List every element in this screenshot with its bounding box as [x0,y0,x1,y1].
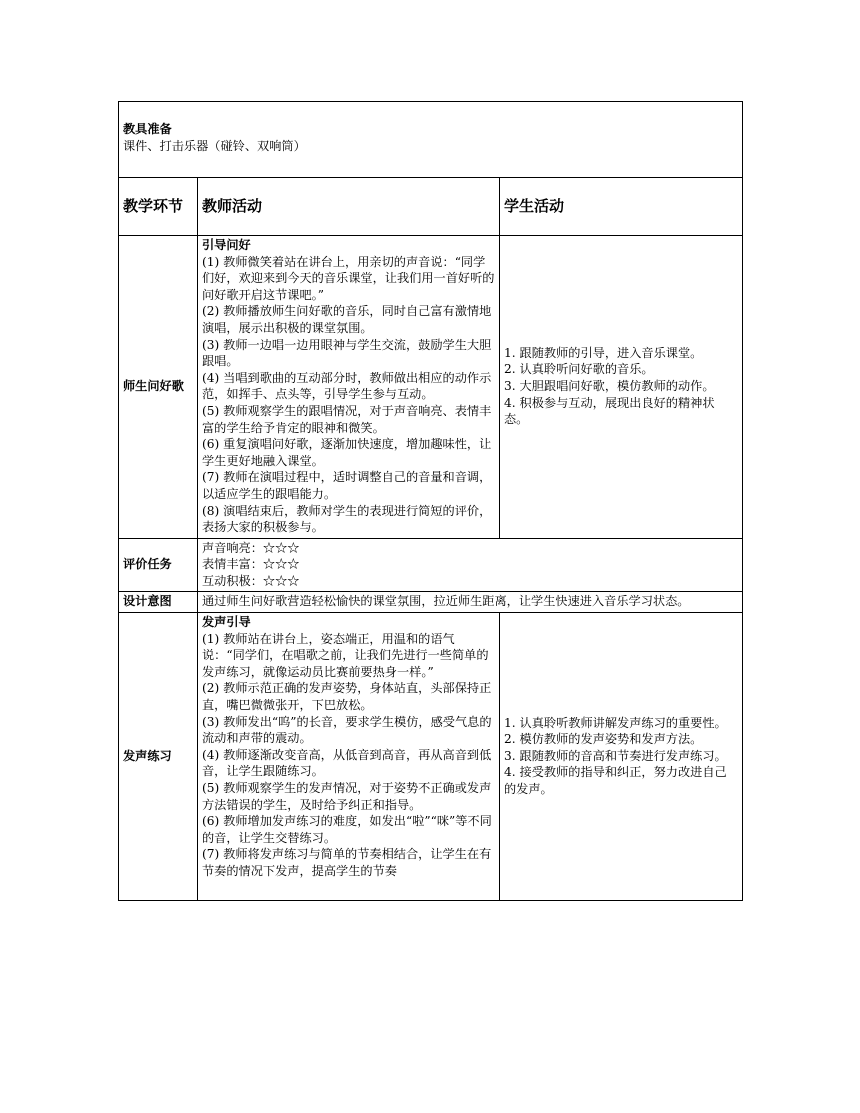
design-content: 通过师生问好歌营造轻松愉快的课堂氛围，拉近师生距离，让学生快速进入音乐学习状态。 [202,594,690,609]
section1-teacher-item: (5) 教师观察学生的跟唱情况，对于声音响亮、表情丰富的学生给予肯定的眼神和微笑。 [202,403,492,435]
prep-row [119,102,743,178]
section2-student-item: 1. 认真聆听教师讲解发声练习的重要性。 [504,715,727,730]
design-label: 设计意图 [119,592,198,613]
section2-teacher-title: 发声引导 [202,615,251,630]
header-col-teacher: 教师活动 [198,178,500,236]
evaluation-row [119,538,743,592]
section2-teacher-item: (3) 教师发出“呜”的长音，要求学生模仿，感受气息的流动和声带的震动。 [202,714,492,746]
section1-teacher-item: (6) 重复演唱问好歌，逐渐加快速度，增加趣味性，让学生更好地融入课堂。 [202,437,492,468]
section2-student-item: 3. 跟随教师的音高和节奏进行发声练习。 [504,748,727,763]
evaluation-cell [198,538,743,592]
section2-teacher-item: (4) 教师逐渐改变音高，从低音到高音，再从高音到低音，让学生跟随练习。 [202,747,492,779]
section1-student-item: 1. 跟随教师的引导，进入音乐课堂。 [504,345,703,360]
prep-cell [119,102,743,178]
header-col-student: 学生活动 [500,178,743,236]
section1-student-item: 2. 认真聆听问好歌的音乐。 [504,362,654,377]
header-row [119,178,743,236]
evaluation-item: 声音响亮：☆☆☆ [202,540,300,555]
design-cell [198,592,743,613]
section2-teacher-item: (6) 教师增加发声练习的难度，如发出“啦”“咪”等不同的音，让学生交替练习。 [202,814,492,845]
section1-teacher-item: (2) 教师播放师生问好歌的音乐，同时自己富有激情地演唱，展示出积极的课堂氛围。 [202,304,492,335]
section1-student-cell [500,236,743,539]
header-col-stage: 教学环节 [119,178,198,236]
evaluation-item: 互动积极：☆☆☆ [202,573,300,588]
section2-teacher-cell [198,613,500,901]
section2-student-item: 2. 模仿教师的发声姿势和发声方法。 [504,732,703,747]
section2-teacher-item: (7) 教师将发声练习与简单的节奏相结合，让学生在有节奏的情况下发声，提高学生的节奏 [202,847,492,878]
section2-teacher-item: (2) 教师示范正确的发声姿势，身体站直，头部保持正直，嘴巴微微张开，下巴放松。 [202,681,492,713]
section1-teacher-item: (3) 教师一边唱一边用眼神与学生交流，鼓励学生大胆跟唱。 [202,337,492,369]
section1-teacher-cell [198,236,500,539]
prep-title: 教具准备 [123,122,172,136]
section1-teacher-item: (4) 当唱到歌曲的互动部分时，教师做出相应的动作示范，如挥手、点头等，引导学生参与互动。 [202,370,492,402]
section1-row [119,236,743,539]
section1-student-item: 4. 积极参与互动，展现出良好的精神状态。 [504,395,715,427]
evaluation-label: 评价任务 [119,538,198,592]
section2-label: 发声练习 [119,613,198,901]
section1-teacher-item: (8) 演唱结束后，教师对学生的表现进行简短的评价，表扬大家的积极参与。 [202,503,492,535]
evaluation-item: 表情丰富：☆☆☆ [202,557,300,572]
section2-teacher-item: (5) 教师观察学生的发声情况，对于姿势不正确或发声方法错误的学生，及时给予纠正和指导。 [202,781,492,812]
section2-student-cell [500,613,743,901]
lesson-plan-page [118,101,742,901]
section1-teacher-title: 引导问好 [202,238,251,252]
section2-row [119,613,743,901]
section1-student-item: 3. 大胆跟唱问好歌，模仿教师的动作。 [504,379,715,394]
lesson-plan-table [118,101,743,901]
section2-teacher-item: (1) 教师站在讲台上，姿态端正，用温和的语气说：“同学们，在唱歌之前，让我们先进行一些简单的发声练习，就像运动员比赛前要热身一样。” [202,631,489,679]
section1-teacher-item: (1) 教师微笑着站在讲台上，用亲切的声音说：“同学们好，欢迎来到今天的音乐课堂，让我们用一首好听的问好歌开启这节课吧。” [202,254,495,302]
design-row [119,592,743,613]
section2-student-item: 4. 接受教师的指导和纠正，努力改进自己的发声。 [504,765,727,796]
prep-content: 课件、打击乐器（碰铃、双响筒） [123,138,306,153]
section2-teacher-content [202,614,495,898]
section1-teacher-item: (7) 教师在演唱过程中，适时调整自己的音量和音调，以适应学生的跟唱能力。 [202,470,492,501]
section1-label: 师生问好歌 [119,236,198,539]
